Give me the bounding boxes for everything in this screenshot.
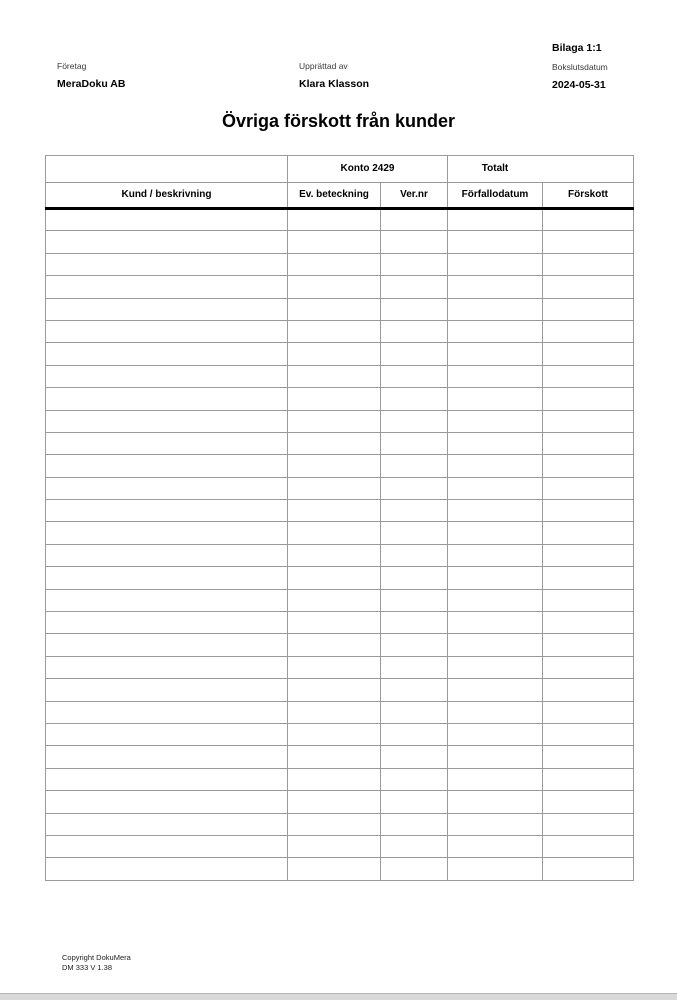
table-cell — [543, 320, 634, 342]
table-cell — [46, 500, 288, 522]
table-cell — [543, 746, 634, 768]
table-cell — [46, 410, 288, 432]
column-header-vernr: Ver.nr — [381, 182, 448, 209]
table-cell — [381, 410, 448, 432]
table-cell — [543, 477, 634, 499]
table-cell — [46, 388, 288, 410]
table-cell — [543, 813, 634, 835]
table-cell — [381, 791, 448, 813]
table-cell — [448, 365, 543, 387]
table-cell — [288, 813, 381, 835]
table-cell — [46, 768, 288, 790]
table-row — [46, 835, 634, 857]
table-cell — [381, 388, 448, 410]
table-row — [46, 231, 634, 253]
table-cell — [543, 589, 634, 611]
table-row — [46, 209, 634, 231]
table-cell — [288, 253, 381, 275]
table-cell — [288, 679, 381, 701]
table-cell — [448, 634, 543, 656]
table-cell — [46, 432, 288, 454]
company-block — [57, 61, 125, 90]
table-row — [46, 791, 634, 813]
table-cell — [381, 634, 448, 656]
table-cell — [381, 477, 448, 499]
table-cell — [448, 320, 543, 342]
version-line: DM 333 V 1.38 — [62, 963, 113, 972]
table-cell — [46, 343, 288, 365]
table-cell — [448, 477, 543, 499]
table-cell — [543, 701, 634, 723]
table-cell — [448, 589, 543, 611]
table-cell — [543, 835, 634, 857]
table-cell — [381, 298, 448, 320]
table-cell — [46, 589, 288, 611]
closing-date-block — [552, 42, 608, 91]
prepared-by-value: Klara Klasson — [299, 78, 370, 90]
table-cell — [381, 746, 448, 768]
table-cell — [46, 231, 288, 253]
table-row — [46, 253, 634, 275]
table-cell — [46, 813, 288, 835]
table-cell — [543, 253, 634, 275]
table-cell — [381, 679, 448, 701]
table-row — [46, 612, 634, 634]
table-cell — [543, 634, 634, 656]
table-header — [46, 156, 634, 209]
table-cell — [288, 343, 381, 365]
table-row — [46, 813, 634, 835]
table-cell — [448, 522, 543, 544]
table-cell — [46, 544, 288, 566]
table-row — [46, 343, 634, 365]
table-cell — [448, 746, 543, 768]
table-cell — [543, 365, 634, 387]
table-cell — [381, 432, 448, 454]
table-cell — [288, 500, 381, 522]
closing-date-label: Bokslutsdatum — [552, 62, 608, 72]
table-cell — [288, 858, 381, 880]
table-cell — [543, 522, 634, 544]
group-header-row — [46, 156, 634, 183]
table-row — [46, 768, 634, 790]
table-cell — [46, 723, 288, 745]
column-header-forfallodatum: Förfallodatum — [448, 182, 543, 209]
table-cell — [46, 522, 288, 544]
table-cell — [288, 455, 381, 477]
table-cell — [448, 835, 543, 857]
table-cell — [46, 679, 288, 701]
attachment-label: Bilaga 1:1 — [552, 42, 602, 54]
table-cell — [543, 410, 634, 432]
table-cell — [288, 388, 381, 410]
prepared-by-block — [299, 61, 369, 90]
table-cell — [288, 656, 381, 678]
table-cell — [288, 589, 381, 611]
table-cell — [46, 567, 288, 589]
table-cell — [288, 768, 381, 790]
column-header-beteckning: Ev. beteckning — [288, 182, 381, 209]
table-row — [46, 589, 634, 611]
table-cell — [381, 567, 448, 589]
copyright-line: Copyright DokuMera — [62, 953, 131, 962]
table-cell — [381, 835, 448, 857]
table-cell — [46, 209, 288, 231]
table-cell — [448, 231, 543, 253]
table-cell — [448, 410, 543, 432]
table-cell — [46, 365, 288, 387]
table-row — [46, 522, 634, 544]
table-row — [46, 276, 634, 298]
table-cell — [448, 723, 543, 745]
table-cell — [288, 209, 381, 231]
page-title: Övriga förskott från kunder — [221, 111, 456, 131]
table-cell — [381, 455, 448, 477]
table-cell — [288, 320, 381, 342]
table-row — [46, 477, 634, 499]
table-cell — [543, 656, 634, 678]
table-cell — [46, 612, 288, 634]
table-cell — [288, 432, 381, 454]
table-cell — [543, 544, 634, 566]
table-cell — [46, 634, 288, 656]
table-cell — [288, 746, 381, 768]
table-cell — [381, 231, 448, 253]
table-cell — [381, 612, 448, 634]
table-cell — [543, 276, 634, 298]
table-cell — [543, 679, 634, 701]
table-row — [46, 634, 634, 656]
table-cell — [448, 455, 543, 477]
group-header-totalt: Totalt — [448, 156, 634, 183]
table-cell — [288, 298, 381, 320]
table-cell — [448, 544, 543, 566]
table-cell — [381, 858, 448, 880]
table-row — [46, 500, 634, 522]
table-cell — [543, 455, 634, 477]
table-cell — [543, 388, 634, 410]
table-cell — [46, 477, 288, 499]
table-cell — [288, 410, 381, 432]
table-cell — [543, 858, 634, 880]
table-cell — [46, 298, 288, 320]
table-body — [46, 209, 634, 881]
table-cell — [46, 858, 288, 880]
page-bottom-edge — [0, 993, 677, 1000]
table-cell — [381, 253, 448, 275]
table-cell — [381, 768, 448, 790]
table-cell — [46, 455, 288, 477]
table-cell — [288, 276, 381, 298]
company-value: MeraDoku AB — [57, 78, 126, 90]
table-cell — [288, 612, 381, 634]
table-cell — [381, 701, 448, 723]
table-cell — [381, 723, 448, 745]
table-cell — [381, 209, 448, 231]
table-cell — [448, 858, 543, 880]
table-cell — [448, 679, 543, 701]
table-cell — [46, 656, 288, 678]
table-cell — [448, 209, 543, 231]
group-header-empty — [46, 156, 288, 183]
table-cell — [448, 701, 543, 723]
table-cell — [448, 791, 543, 813]
table-cell — [448, 500, 543, 522]
table-cell — [543, 500, 634, 522]
table-row — [46, 567, 634, 589]
table-cell — [381, 365, 448, 387]
table-cell — [288, 522, 381, 544]
table-cell — [543, 791, 634, 813]
table-row — [46, 701, 634, 723]
table-cell — [543, 343, 634, 365]
table-row — [46, 432, 634, 454]
table-cell — [448, 388, 543, 410]
prepared-by-label: Upprättad av — [299, 61, 348, 71]
table-row — [46, 679, 634, 701]
table-row — [46, 656, 634, 678]
table-cell — [381, 656, 448, 678]
table-cell — [288, 723, 381, 745]
column-header-kund: Kund / beskrivning — [46, 182, 288, 209]
table-cell — [46, 791, 288, 813]
table-cell — [288, 791, 381, 813]
table-cell — [381, 522, 448, 544]
table-cell — [543, 723, 634, 745]
group-header-konto: Konto 2429 — [288, 156, 448, 183]
table-cell — [288, 701, 381, 723]
table-cell — [381, 589, 448, 611]
table-cell — [381, 544, 448, 566]
table-cell — [448, 276, 543, 298]
table-cell — [381, 276, 448, 298]
table-cell — [448, 813, 543, 835]
table-cell — [46, 320, 288, 342]
table-row — [46, 298, 634, 320]
table-cell — [288, 835, 381, 857]
table-cell — [543, 209, 634, 231]
table-row — [46, 746, 634, 768]
table-row — [46, 455, 634, 477]
table-row — [46, 365, 634, 387]
table-cell — [448, 432, 543, 454]
table-cell — [381, 813, 448, 835]
table-cell — [543, 567, 634, 589]
table-cell — [448, 656, 543, 678]
table-cell — [288, 477, 381, 499]
table-cell — [381, 320, 448, 342]
table-row — [46, 723, 634, 745]
table-cell — [381, 500, 448, 522]
table-row — [46, 388, 634, 410]
table-cell — [543, 768, 634, 790]
column-header-forskott: Förskott — [543, 182, 634, 209]
table-cell — [448, 567, 543, 589]
table-cell — [46, 835, 288, 857]
company-label: Företag — [57, 61, 87, 71]
closing-date-value: 2024-05-31 — [552, 79, 606, 91]
table-cell — [381, 343, 448, 365]
copyright-block — [62, 953, 131, 973]
table-cell — [543, 612, 634, 634]
advances-table — [45, 155, 634, 881]
table-cell — [46, 253, 288, 275]
table-cell — [288, 544, 381, 566]
table-cell — [46, 276, 288, 298]
table-cell — [288, 365, 381, 387]
table-row — [46, 410, 634, 432]
table-cell — [46, 701, 288, 723]
table-cell — [543, 231, 634, 253]
table-cell — [288, 634, 381, 656]
table-cell — [288, 231, 381, 253]
table-row — [46, 544, 634, 566]
table-cell — [46, 746, 288, 768]
table-cell — [543, 432, 634, 454]
column-header-row — [46, 182, 634, 209]
table-cell — [448, 343, 543, 365]
table-cell — [448, 612, 543, 634]
table-cell — [543, 298, 634, 320]
table-cell — [448, 298, 543, 320]
table-cell — [448, 253, 543, 275]
table-row — [46, 858, 634, 880]
table-row — [46, 320, 634, 342]
table-cell — [288, 567, 381, 589]
table-cell — [448, 768, 543, 790]
